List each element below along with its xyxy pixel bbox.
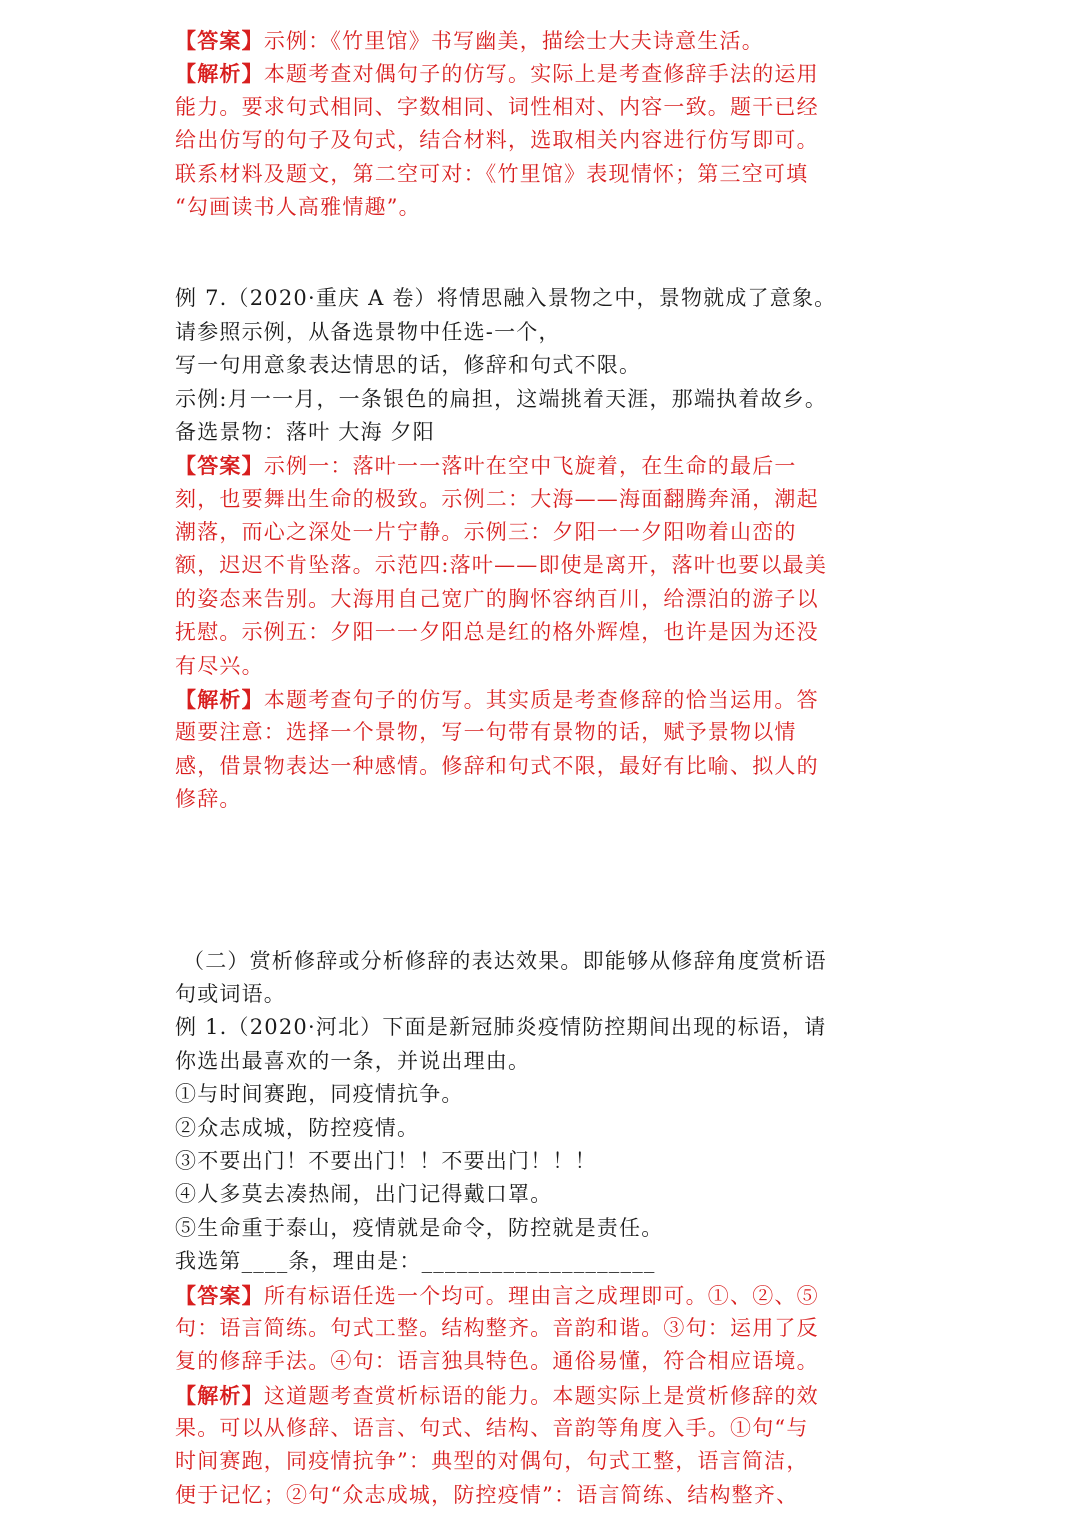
answer-tag: 【答案】 <box>175 28 264 53</box>
answer-line: 抚慰。示例五：夕阳一一夕阳总是红的格外辉煌，也许是因为还没 <box>175 620 819 645</box>
answer-line: 的姿态来告别。大海用自己宽广的胸怀容纳百川，给漂泊的游子以 <box>175 586 819 611</box>
slogan-item: ④人多莫去凑热闹，出门记得戴口罩。 <box>175 1182 553 1207</box>
analysis-tag: 【解析】 <box>175 61 264 87</box>
analysis-line: 修辞。 <box>175 787 242 812</box>
question-line: 备选景物：落叶 大海 夕阳 <box>175 419 435 444</box>
analysis-line: 【解析】本题考查对偶句子的仿写。实际上是考查修辞手法的运用 <box>175 61 819 87</box>
section-heading: 句或词语。 <box>175 981 286 1006</box>
analysis-line: 感，借景物表达一种感情。修辞和句式不限，最好有比喻、拟人的 <box>175 753 819 778</box>
answer-line: 句：语言简练。句式工整。结构整齐。音韵和谐。③句：运用了反 <box>175 1315 819 1340</box>
analysis-line: 时间赛跑，同疫情抗争”：典型的对偶句，句式工整，语言简洁， <box>175 1449 809 1474</box>
analysis-line: “勾画读书人高雅情趣”。 <box>175 194 421 219</box>
answer-line: 【答案】示例：《竹里馆》书写幽美，描绘士大夫诗意生活。 <box>175 28 764 53</box>
question-line: 例 1.（2020·河北）下面是新冠肺炎疫情防控期间出现的标语，请 <box>175 1015 827 1040</box>
answer-line: 【答案】示例一：落叶一一落叶在空中飞旋着，在生命的最后一 <box>175 453 797 479</box>
answer-line: 额，迟迟不肯坠落。示范四:落叶——即使是离开，落叶也要以最美 <box>175 553 828 578</box>
analysis-line: 联系材料及题文，第二空可对：《竹里馆》表现情怀；第三空可填 <box>175 161 809 186</box>
document-page <box>175 24 915 1512</box>
answer-tag: 【答案】 <box>175 453 264 479</box>
section-heading: （二）赏析修辞或分析修辞的表达效果。即能够从修辞角度赏析语 <box>183 948 827 973</box>
answer-line: 潮落，而心之深处一片宁静。示例三：夕阳一一夕阳吻着山峦的 <box>175 520 797 545</box>
answer-tag: 【答案】 <box>175 1282 264 1308</box>
analysis-line: 给出仿写的句子及句式，结合材料，选取相关内容进行仿写即可。 <box>175 128 819 153</box>
analysis-tag: 【解析】 <box>175 687 264 713</box>
slogan-item: ②众志成城，防控疫情。 <box>175 1115 420 1140</box>
question-line: 你选出最喜欢的一条，并说出理由。 <box>175 1048 531 1073</box>
answer-line: 有尽兴。 <box>175 653 264 678</box>
slogan-item: ③不要出门！不要出门！！不要出门！！！ <box>175 1148 597 1173</box>
spacer <box>175 817 915 945</box>
answer-line: 【答案】所有标语任选一个均可。理由言之成理即可。①、②、⑤ <box>175 1282 819 1308</box>
analysis-line: 【解析】本题考查句子的仿写。其实质是考查修辞的恰当运用。答 <box>175 687 819 713</box>
question-line: 请参照示例，从备选景物中任选-一个， <box>175 319 561 344</box>
analysis-line: 能力。要求句式相同、字数相同、词性相对、内容一致。题干已经 <box>175 94 819 119</box>
analysis-line: 题要注意：选择一个景物，写一句带有景物的话，赋予景物以情 <box>175 720 797 745</box>
analysis-line: 果。可以从修辞、语言、句式、结构、音韵等角度入手。①句“与 <box>175 1416 809 1441</box>
analysis-tag: 【解析】 <box>175 1382 264 1408</box>
question-line: 写一句用意象表达情思的话，修辞和句式不限。 <box>175 353 642 378</box>
answer-line: 复的修辞手法。④句：语言独具特色。通俗易懂，符合相应语境。 <box>175 1349 819 1374</box>
spacer <box>175 224 915 282</box>
fill-in-blank-line: 我选第____条，理由是：____________________ <box>175 1249 656 1274</box>
question-line: 示例:月一一月，一条银色的扁担，这端挑着天涯，那端执着故乡。 <box>175 386 828 411</box>
question-line: 例 7.（2020·重庆 A 卷）将情思融入景物之中，景物就成了意象。 <box>175 286 837 311</box>
answer-line: 刻，也要舞出生命的极致。示例二：大海——海面翻腾奔涌，潮起 <box>175 486 819 511</box>
slogan-item: ①与时间赛跑，同疫情抗争。 <box>175 1082 464 1107</box>
slogan-item: ⑤生命重于泰山，疫情就是命令，防控就是责任。 <box>175 1215 664 1240</box>
analysis-line: 便于记忆；②句“众志成城，防控疫情”：语言简练、结构整齐、 <box>175 1482 799 1507</box>
analysis-line: 【解析】这道题考查赏析标语的能力。本题实际上是赏析修辞的效 <box>175 1382 819 1408</box>
